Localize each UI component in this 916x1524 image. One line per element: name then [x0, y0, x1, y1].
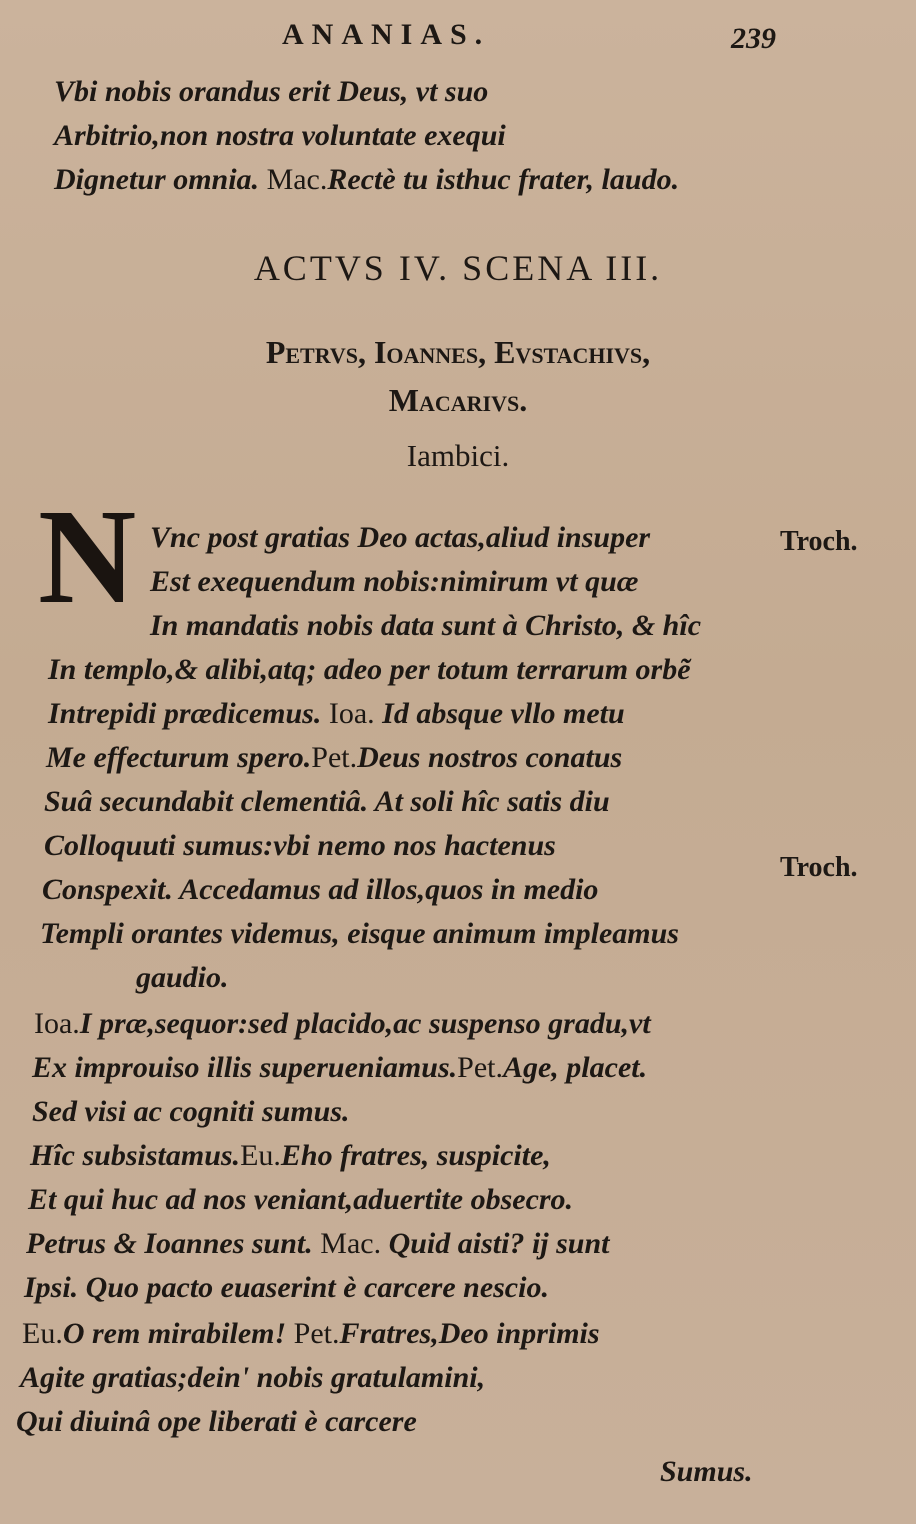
verse-line: [44, 826, 556, 866]
verse-line: [34, 1004, 651, 1044]
line-text: Id absque vllo metu: [382, 697, 625, 730]
speaker-label: Pet.: [457, 1051, 503, 1084]
characters-line-1: Petrvs, Ioannes, Evstachivs,: [265, 334, 651, 370]
speaker-label: Mac.: [266, 163, 328, 196]
line-text: Templi orantes videmus, eisque animum impleamus: [40, 917, 679, 950]
line-text: Agite gratias;dein' nobis gratulamini,: [20, 1361, 486, 1394]
verse-line: [42, 870, 598, 910]
line-text: gaudio.: [136, 961, 229, 994]
speaker-label: Pet.: [293, 1317, 340, 1350]
line-text: Suâ secundabit clementiâ. At soli hîc satis diu: [44, 785, 610, 818]
verse-line: [150, 606, 701, 646]
verse-line: [26, 1224, 610, 1264]
speaker-label: Ioa.: [328, 697, 375, 730]
verse-line: [48, 694, 625, 734]
line-text: Deus nostros conatus: [357, 741, 623, 774]
line-text: Arbitrio,non nostra voluntate exequi: [54, 119, 506, 152]
speaker-label: Mac.: [320, 1227, 382, 1260]
page-number: 239: [731, 22, 776, 55]
verse-line: [24, 1268, 549, 1308]
verse-line: [16, 1402, 417, 1442]
line-text: Petrus & Ioannes sunt.: [26, 1227, 313, 1260]
speaker-label: Eu.: [240, 1139, 281, 1172]
line-text: In templo,& alibi,atq; adeo per totum terrarum orbẽ: [48, 653, 691, 686]
line-text: Sumus.: [660, 1455, 753, 1488]
line-text: Eho fratres, suspicite,: [280, 1139, 551, 1172]
verse-line: [54, 116, 506, 156]
verse-line: [40, 914, 679, 954]
dramatis-personae: [0, 328, 916, 424]
line-text: Age, placet.: [502, 1051, 648, 1084]
verse-line: [44, 782, 610, 822]
speaker-label: Ioa.: [34, 1007, 80, 1040]
verse-line: [30, 1136, 551, 1176]
line-text: Quid aisti? ij sunt: [388, 1227, 610, 1260]
verse-line: [54, 72, 488, 112]
line-text: Ex improuiso illis superueniamus.: [32, 1051, 458, 1084]
margin-note-meter: Troch.: [780, 852, 858, 883]
line-text: O rem mirabilem!: [62, 1317, 287, 1350]
line-text: Qui diuinâ ope liberati è carcere: [16, 1405, 417, 1438]
meter-label: Iambici.: [406, 438, 510, 473]
line-text: Ipsi. Quo pacto euaserint è carcere nescio.: [24, 1271, 549, 1304]
verse-line: [28, 1180, 573, 1220]
line-text: Sed visi ac cogniti sumus.: [32, 1095, 350, 1128]
running-head: ANANIAS.: [282, 18, 491, 51]
line-text: Dignetur omnia.: [54, 163, 260, 196]
verse-line: [136, 958, 229, 998]
line-text: Intrepidi prædicemus.: [48, 697, 322, 730]
line-text: Vbi nobis orandus erit Deus, vt suo: [54, 75, 489, 108]
verse-line: [46, 738, 622, 778]
verse-line: [32, 1092, 350, 1132]
verse-line: [150, 562, 638, 602]
line-text: Et qui huc ad nos veniant,aduertite obsecro.: [28, 1183, 574, 1216]
line-text: In mandatis nobis data sunt à Christo, & hîc: [150, 609, 702, 642]
verse-line: [22, 1314, 600, 1354]
line-text: Vnc post gratias Deo actas,aliud insuper: [150, 521, 651, 554]
verse-line: [48, 650, 691, 690]
line-text: Fratres,Deo inprimis: [339, 1317, 600, 1350]
line-text: Hîc subsistamus.: [30, 1139, 241, 1172]
line-text: Colloquuti sumus:vbi nemo nos hactenus: [44, 829, 556, 862]
verse-line: [54, 160, 679, 200]
line-text: Conspexit. Accedamus ad illos,quos in medio: [42, 873, 599, 906]
verse-line: [660, 1452, 753, 1492]
page-header: [0, 18, 916, 58]
characters-line-2: Macarivs.: [388, 382, 528, 418]
margin-note-meter: Troch.: [780, 526, 858, 557]
verse-line: [150, 518, 650, 558]
line-text: I præ,sequor:sed placido,ac suspenso gradu,vt: [79, 1007, 651, 1040]
verse-line: [32, 1048, 647, 1088]
drop-cap-initial: N: [38, 482, 137, 632]
line-text: Me effecturum spero.: [46, 741, 312, 774]
speaker-label: Eu.: [22, 1317, 63, 1350]
speaker-label: Pet.: [311, 741, 358, 774]
line-text: Rectè tu isthuc frater, laudo.: [327, 163, 680, 196]
verse-line: [20, 1358, 485, 1398]
act-scene-heading: ACTVS IV. SCENA III.: [253, 248, 663, 288]
line-text: Est exequendum nobis:nimirum vt quæ: [150, 565, 639, 598]
